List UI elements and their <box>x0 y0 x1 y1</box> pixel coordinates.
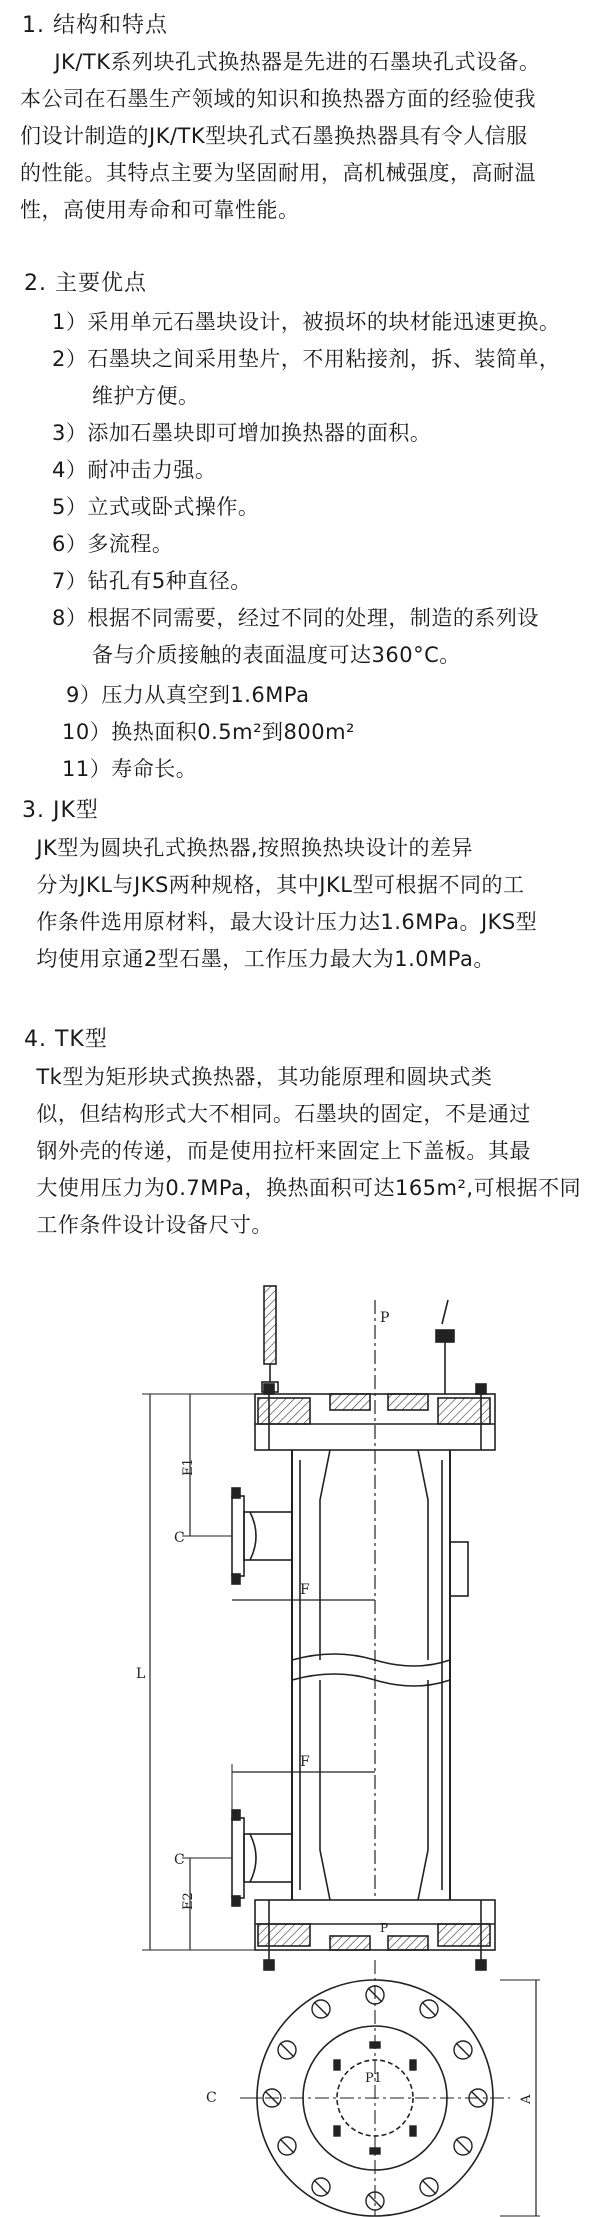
upper-side-nozzle <box>232 1488 292 1584</box>
heat-exchanger-drawing <box>0 1260 600 2217</box>
advantage-item: 7）钻孔有5种直径。 <box>52 569 252 593</box>
label-e1: E1 <box>181 1458 196 1476</box>
advantage-item: 8）根据不同需要，经过不同的处理，制造的系列设 <box>52 606 539 630</box>
section2-title: 2. 主要优点 <box>24 271 147 296</box>
section1-line-3: 们设计制造的JK/TK型块孔式石墨换热器具有令人信服 <box>20 124 528 148</box>
vent-valve-icon <box>436 1300 454 1394</box>
label-c-lower: C <box>174 1852 185 1868</box>
plan-view <box>240 1960 540 2216</box>
advantage-item: 4）耐冲击力强。 <box>52 458 217 482</box>
side-bracket <box>450 1542 468 1596</box>
label-c-plan: C <box>206 2090 217 2106</box>
advantage-item-cont: 备与介质接触的表面温度可达360°C。 <box>92 643 461 667</box>
section3-line-1: JK型为圆块孔式换热器,按照换热块设计的差异 <box>22 836 473 860</box>
section4-line-4: 大使用压力为0.7MPa，换热面积可达165m²,可根据不同 <box>22 1176 582 1200</box>
section4-title: 4. TK型 <box>24 1027 108 1052</box>
section1-title: 1. 结构和特点 <box>22 13 168 38</box>
section4-line-5: 工作条件设计设备尺寸。 <box>22 1213 273 1237</box>
section1-line-5: 性，高使用寿命和可靠性能。 <box>20 198 300 222</box>
section1-line-1: JK/TK系列块孔式换热器是先进的石墨块孔式设备。 <box>40 50 541 74</box>
section3-line-3: 作条件选用原材料，最大设计压力达1.6MPa。JKS型 <box>22 910 538 934</box>
thermometer-icon <box>262 1286 278 1392</box>
label-a: A <box>519 2094 534 2104</box>
section3-line-2: 分为JKL与JKS两种规格，其中JKL型可根据不同的工 <box>22 873 525 897</box>
advantage-item-cont: 维护方便。 <box>92 384 200 408</box>
advantage-item: 10）换热面积0.5m²到800m² <box>62 720 355 744</box>
section3-line-4: 均使用京通2型石墨，工作压力最大为1.0MPa。 <box>22 947 495 971</box>
section1-line-4: 的性能。其特点主要为坚固耐用，高机械强度，高耐温 <box>20 161 536 185</box>
lower-side-nozzle <box>232 1810 292 1906</box>
advantage-item: 6）多流程。 <box>52 532 174 556</box>
section4-line-2: 似，但结构形式大不相同。石墨块的固定，不是通过 <box>22 1102 531 1126</box>
label-e2: E2 <box>181 1892 196 1910</box>
advantage-item: 11）寿命长。 <box>62 757 198 781</box>
label-p-bottom: P <box>380 1921 389 1935</box>
advantage-item: 5）立式或卧式操作。 <box>52 495 260 519</box>
advantage-item: 2）石墨块之间采用垫片，不用粘接剂，拆、装简单， <box>52 347 561 371</box>
advantage-item: 1）采用单元石墨块设计，被损坏的块材能迅速更换。 <box>52 310 561 334</box>
section4-line-1: Tk型为矩形块式换热器，其功能原理和圆块式类 <box>22 1065 493 1089</box>
section3-title: 3. JK型 <box>22 798 99 823</box>
label-p1: P1 <box>365 2071 383 2086</box>
label-l: L <box>136 1666 146 1682</box>
label-c-upper: C <box>174 1530 185 1546</box>
advantage-item: 9）压力从真空到1.6MPa <box>66 683 310 707</box>
section1-line-2: 本公司在石墨生产领域的知识和换热器方面的经验使我 <box>20 87 536 111</box>
advantage-item: 3）添加石墨块即可增加换热器的面积。 <box>52 421 432 445</box>
section4-line-3: 钢外壳的传递，而是使用拉杆来固定上下盖板。其最 <box>22 1139 531 1163</box>
label-f-upper: F <box>300 1582 310 1598</box>
label-f-lower: F <box>300 1754 310 1770</box>
label-p-top: P <box>380 1310 390 1326</box>
